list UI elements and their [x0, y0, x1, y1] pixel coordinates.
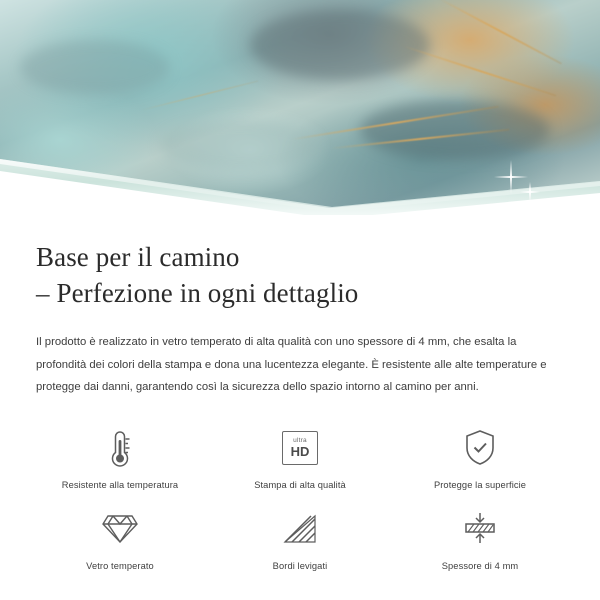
ultra-hd-icon — [282, 425, 318, 471]
thickness-icon — [460, 506, 500, 552]
artwork-swirl — [250, 10, 430, 80]
artwork-swirl — [20, 40, 170, 95]
product-description-text: Il prodotto è realizzato in vetro temperato di alta qualità con uno spessore di 4 mm, che esalta la profondità dei colori della stampa e dona una lucentezza elegante. È resistente alle alte temperature e protegge dai danni, garantendo così la sicurezza dello spazio intorno al camino per anni. — [36, 336, 547, 394]
feature-label: Vetro temperato — [86, 561, 154, 572]
artwork-swirl — [360, 100, 550, 160]
thermometer-icon — [105, 425, 135, 471]
headline-line-2: – Perfezione in ogni dettaglio — [36, 277, 359, 308]
headline-line-1: Base per il camino — [36, 242, 240, 272]
feature-label: Stampa di alta qualità — [254, 480, 346, 491]
diamond-icon — [101, 506, 139, 552]
artwork-swirl — [160, 120, 320, 170]
feature-item — [210, 506, 390, 571]
feature-label: Protegge la superficie — [433, 480, 527, 491]
shield-check-icon — [462, 425, 498, 471]
feature-item — [30, 425, 210, 490]
ultra-hd-top-label: ultra — [293, 436, 307, 444]
page-title — [36, 240, 600, 311]
feature-label: Bordi levigati — [272, 561, 328, 572]
feature-grid — [30, 425, 570, 571]
hero-image — [0, 0, 600, 222]
ultra-hd-bottom-label: HD — [290, 444, 310, 460]
feature-label: Resistente alla temperatura — [61, 480, 179, 491]
feature-item — [210, 425, 390, 490]
polished-edges-icon — [281, 506, 319, 552]
feature-item — [30, 506, 210, 571]
feature-item — [390, 425, 570, 490]
sparkle-icon — [520, 182, 540, 202]
feature-item — [390, 506, 570, 571]
feature-label: Spessore di 4 mm — [441, 561, 519, 572]
